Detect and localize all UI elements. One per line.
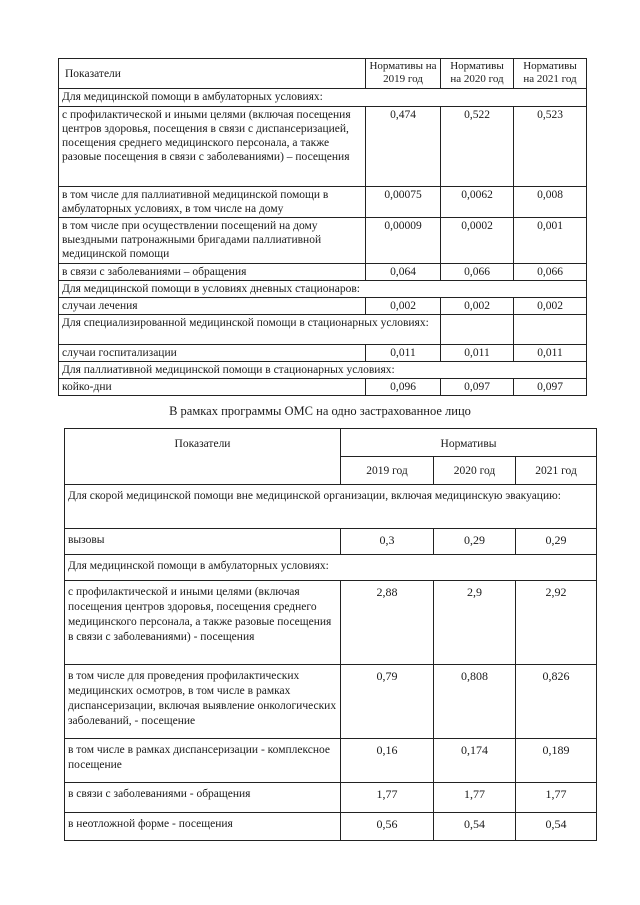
value-2021: 2,92 [516,581,597,665]
value-2021: 0,189 [516,739,597,783]
section-row [65,485,597,529]
section-row [59,315,587,345]
table-header-row [65,429,597,457]
value-2019: 0,002 [366,298,441,315]
value-2019: 2,88 [341,581,434,665]
section-label: Для медицинской помощи в амбулаторных условиях: [65,555,597,581]
section-row [59,281,587,298]
value-2020: 0,29 [434,529,516,555]
row-label: с профилактической и иными целями (включая посещения центров здоровья, посещения среднего медицинского персонала, а также разовые посещения в связи с заболеваниями) - посещения [65,581,341,665]
table-norms-oms [64,428,597,841]
row-label: в том числе для проведения профилактических медицинских осмотров, в том числе в рамках диспансеризации, включая выявление онкологических заболеваний, - посещение [65,665,341,739]
value-2021: 0,29 [516,529,597,555]
value-2021: 0,523 [514,107,587,187]
row-label: в том числе в рамках диспансеризации - комплексное посещение [65,739,341,783]
section-label: Для медицинской помощи в амбулаторных условиях: [59,89,587,107]
value-2020: 0,011 [441,345,514,362]
row-label: в связи с заболеваниями – обращения [59,264,366,281]
value-2019: 0,00009 [366,218,441,264]
row-label: с профилактической и иными целями (включая посещения центров здоровья, посещения в связи с диспансеризацией, посещения среднего медицинского персонала, а также разовые посещения в связи с заболеваниями) – посещения [59,107,366,187]
section-label: Для паллиативной медицинской помощи в стационарных условиях: [59,362,587,379]
header-year-2020: 2020 год [434,457,516,485]
table-row [65,739,597,783]
table-row [65,529,597,555]
value-2021: 1,77 [516,783,597,813]
value-2020: 0,097 [441,379,514,396]
table-row [59,107,587,187]
section-row [59,362,587,379]
row-label: случаи лечения [59,298,366,315]
value-2020: 2,9 [434,581,516,665]
value-2020: 0,174 [434,739,516,783]
row-label: в неотложной форме - посещения [65,813,341,841]
section-label: Для скорой медицинской помощи вне медицинской организации, включая медицинскую эвакуацию: [65,485,597,529]
row-label: койко-дни [59,379,366,396]
table-row [59,218,587,264]
section-label: Для медицинской помощи в условиях дневных стационаров: [59,281,587,298]
value-2020: 0,522 [441,107,514,187]
header-year-2021: Нормативы на 2021 год [514,59,587,89]
row-label: в связи с заболеваниями - обращения [65,783,341,813]
header-year-2021: 2021 год [516,457,597,485]
value-2020: 1,77 [434,783,516,813]
table-row [65,665,597,739]
table-row [65,581,597,665]
value-2019: 0,011 [366,345,441,362]
value-2020: 0,066 [441,264,514,281]
header-year-2019: Нормативы на 2019 год [366,59,441,89]
value-2019: 0,00075 [366,187,441,218]
row-label: в том числе при осуществлении посещений на дому выездными патронажными бригадами паллиативной медицинской помощи [59,218,366,264]
section-label: Для специализированной медицинской помощи в стационарных условиях: [59,315,441,345]
value-2020: 0,002 [441,298,514,315]
value-2019: 0,474 [366,107,441,187]
header-indicator: Показатели [59,59,366,89]
value-2021: 0,826 [516,665,597,739]
header-indicator: Показатели [65,429,341,485]
value-2021: 0,54 [516,813,597,841]
table-header-row [59,59,587,89]
value-2019: 0,3 [341,529,434,555]
value-2020: 0,808 [434,665,516,739]
row-label: случаи госпитализации [59,345,366,362]
value-2021: 0,011 [514,345,587,362]
value-2019: 0,16 [341,739,434,783]
value-2020: 0,0002 [441,218,514,264]
row-label: в том числе для паллиативной медицинской помощи в амбулаторных условиях, в том числе на дому [59,187,366,218]
value-2019: 0,064 [366,264,441,281]
section-row [65,555,597,581]
value-2021: 0,097 [514,379,587,396]
table-row [59,379,587,396]
value-2019: 0,56 [341,813,434,841]
header-year-2019: 2019 год [341,457,434,485]
table-row [59,345,587,362]
table-row [59,264,587,281]
table-row [59,187,587,218]
value-2021: 0,001 [514,218,587,264]
table-row [59,298,587,315]
value-2021: 0,008 [514,187,587,218]
value-2021: 0,066 [514,264,587,281]
table-norms-budget [58,58,587,396]
value-2020: 0,54 [434,813,516,841]
table-row [65,783,597,813]
header-norms-group: Нормативы [341,429,597,457]
value-2020: 0,0062 [441,187,514,218]
value-2019: 0,096 [366,379,441,396]
value-2019: 1,77 [341,783,434,813]
value-2019: 0,79 [341,665,434,739]
header-year-2020: Нормативы на 2020 год [441,59,514,89]
table-row [65,813,597,841]
row-label: вызовы [65,529,341,555]
section-caption: В рамках программы ОМС на одно застрахованное лицо [169,404,471,418]
value-2021: 0,002 [514,298,587,315]
section-row [59,89,587,107]
